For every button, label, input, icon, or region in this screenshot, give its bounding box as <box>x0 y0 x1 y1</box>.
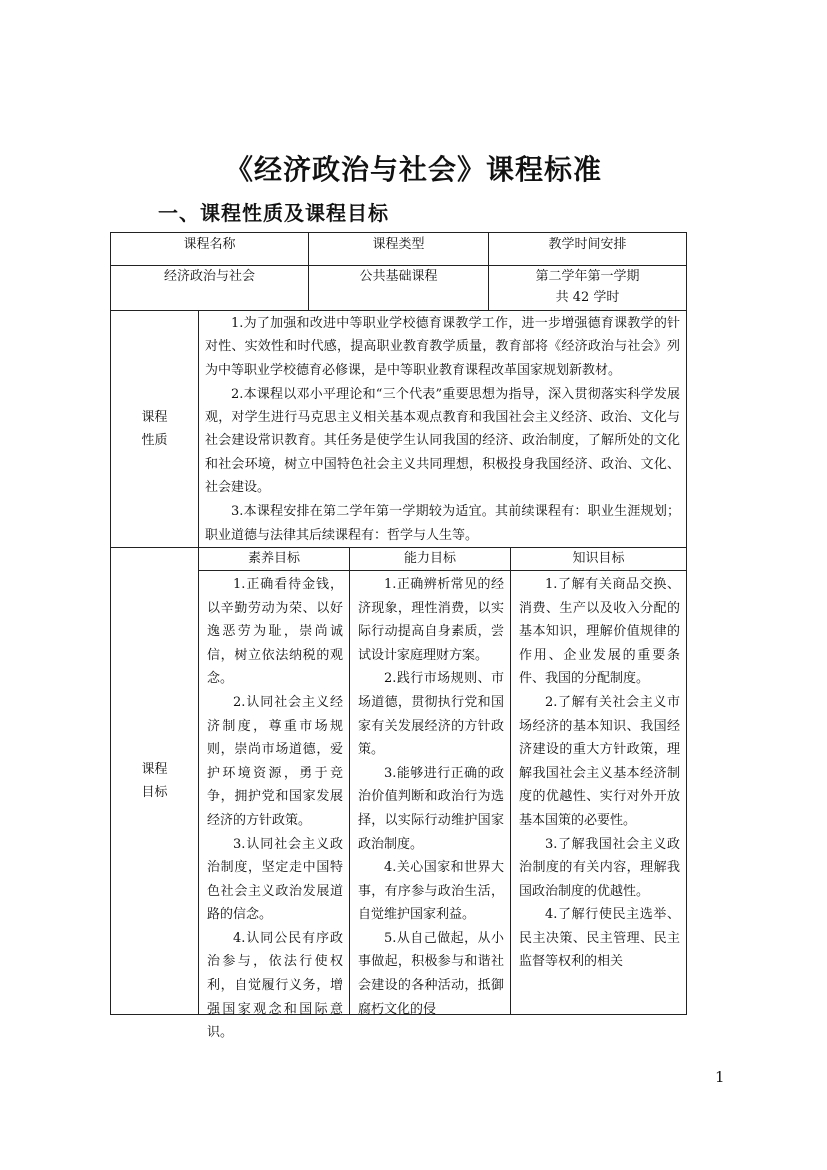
goal-item: 1.了解有关商品交换、消费、生产以及收入分配的基本知识，理解价值规律的作用、企业发展的重要条件、我国的分配制度。 <box>519 576 681 687</box>
nature-label-line-1: 课程 <box>141 409 168 425</box>
goal-item: 2.践行市场规则、市场道德，贯彻执行党和国家有关发展经济的方针政策。 <box>358 671 504 758</box>
goal-column-body <box>199 571 349 1045</box>
course-info-row <box>111 266 687 311</box>
schedule-value <box>489 266 687 311</box>
goal-item: 5.从自己做起，从小事做起，积极参与和谐社会建设的各种活动，抵御腐朽文化的侵 <box>358 930 504 1017</box>
nature-paragraph: 3.本课程安排在第二学年第一学期较为适宜。其前续课程有：职业生涯规划；职业道德与法律其后续课程有：哲学与人生等。 <box>205 504 681 543</box>
course-goals-row <box>111 547 687 1014</box>
schedule-line-1: 第二学年第一学期 <box>535 269 640 284</box>
goal-item: 2.认同社会主义经济制度，尊重市场规则，崇尚市场道德，爱护环境资源，勇于竞争，拥护党和国家发展经济的方针政策。 <box>207 694 343 828</box>
course-standard-table <box>110 232 687 1041</box>
course-type-value: 公共基础课程 <box>309 266 489 311</box>
course-goals-label <box>111 547 199 1014</box>
goals-label-line-2: 目标 <box>141 784 168 800</box>
header-course-type: 课程类型 <box>309 233 489 266</box>
goal-column-body <box>511 571 686 974</box>
goal-column-header: 素养目标 <box>199 548 349 571</box>
course-nature-row <box>111 311 687 548</box>
goal-item: 3.了解我国社会主义政治制度的有关内容，理解我国政治制度的优越性。 <box>519 836 681 899</box>
header-course-name: 课程名称 <box>111 233 309 266</box>
course-name-value: 经济政治与社会 <box>111 266 309 311</box>
nature-label-line-2: 性质 <box>141 432 168 448</box>
document-title: 《经济政治与社会》课程标准 <box>224 153 602 186</box>
goal-column-knowledge <box>510 548 686 1014</box>
goal-item: 4.了解行使民主选举、民主决策、民主管理、民主监督等权利的相关 <box>519 907 681 970</box>
course-goals-content <box>199 547 687 1041</box>
nature-paragraph: 1.为了加强和改进中等职业学校德育课教学工作，进一步增强德育课教学的针对性、实效性和时代感，提高职业教育教学质量，教育部将《经济政治与社会》列为中等职业学校德育必修课，是中等职业教育课程改革国家规划新教材。 <box>205 316 681 378</box>
goal-column-literacy <box>199 548 349 1041</box>
goal-column-header: 知识目标 <box>511 548 686 571</box>
goal-column-body <box>350 571 510 1021</box>
goal-column-ability <box>349 548 510 1017</box>
goal-column-header: 能力目标 <box>350 548 510 571</box>
schedule-line-2: 共 42 学时 <box>555 290 620 305</box>
goal-item: 1.正确辨析常见的经济现象，理性消费，以实际行动提高自身素质，尝试设计家庭理财方案。 <box>358 576 504 663</box>
nature-paragraph: 2.本课程以邓小平理论和“三个代表”重要思想为指导，深入贯彻落实科学发展观，对学生进行马克思主义相关基本观点教育和我国社会主义经济、政治、文化与社会建设常识教育。其任务是使学生认同我国的经济、政治制度，了解所处的文化和社会环境，树立中国特色社会主义共同理想，积极投身我国经济、政治、文化、社会建设。 <box>205 386 681 496</box>
page-number: 1 <box>715 1068 725 1086</box>
course-nature-label <box>111 311 199 548</box>
goal-item: 2.了解有关社会主义市场经济的基本知识、我国经济建设的重大方针政策，理解我国社会主义基本经济制度的优越性、实行对外开放基本国策的必要性。 <box>519 694 681 828</box>
goal-item: 4.认同公民有序政治参与，依法行使权利，自觉履行义务，增强国家观念和国际意识。 <box>207 930 343 1041</box>
goals-label-line-1: 课程 <box>141 761 168 777</box>
section-heading: 一、课程性质及课程目标 <box>158 201 389 225</box>
header-schedule: 教学时间安排 <box>489 233 687 266</box>
goal-item: 1.正确看待金钱，以辛勤劳动为荣、以好逸恶劳为耻，崇尚诚信，树立依法纳税的观念。 <box>207 576 343 687</box>
table-header-row <box>111 233 687 266</box>
goal-item: 3.认同社会主义政治制度，坚定走中国特色社会主义政治发展道路的信念。 <box>207 836 343 923</box>
goal-item: 3.能够进行正确的政治价值判断和政治行为选择，以实际行动维护国家政治制度。 <box>358 765 504 852</box>
goal-item: 4.关心国家和世界大事，有序参与政治生活，自觉维护国家利益。 <box>358 860 504 923</box>
course-nature-content <box>199 311 687 548</box>
